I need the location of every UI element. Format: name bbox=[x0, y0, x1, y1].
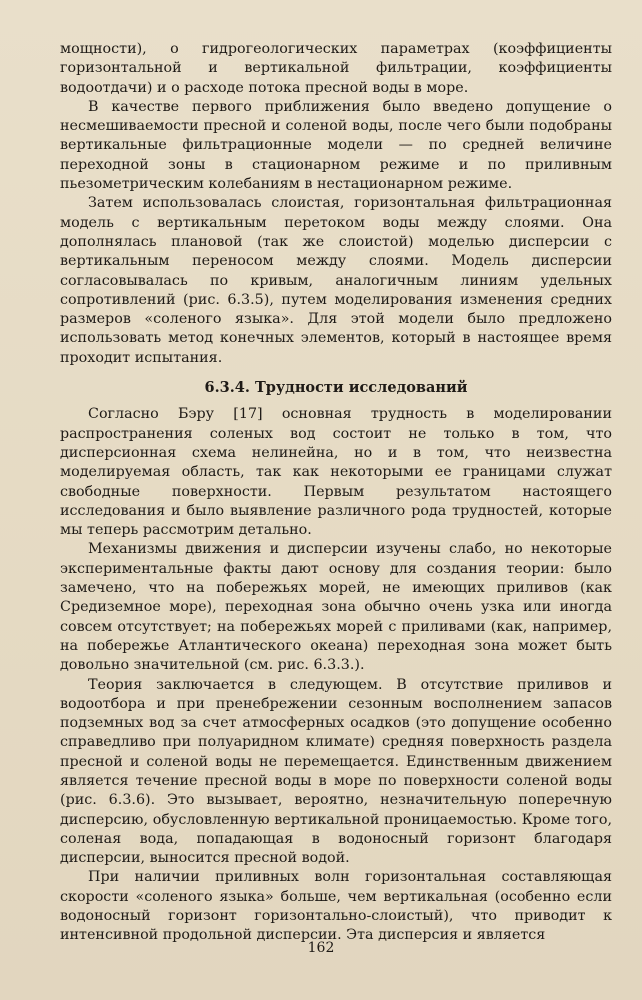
paragraph: Механизмы движения и дисперсии изучены слабо, но некоторые экспериментальные факты дают основу для создания теории: было замечено, что на побережьях морей, не имеющих приливов (как Средиземное море), переходная зона обычно очень узка или иногда совсем отсутствует; на побережьях морей с приливами (как, например, на побережье Атлантического океана) переходная зона может быть довольно значительной (см. рис. 6.3.3.). bbox=[60, 541, 612, 674]
section-heading: 6.3.4. Трудности исследований bbox=[204, 379, 468, 397]
paragraph: В качестве первого приближения было введено допущение о несмешиваемости пресной и соленой воды, после чего были подобраны вертикальные фильтрационные модели — по средней величине переходной зоны в стационарном режиме и по приливным пьезометрическим колебаниям в нестационарном режиме. bbox=[60, 98, 612, 193]
paragraph: При наличии приливных волн горизонтальная составляющая скорости «соленого языка» больше, чем вертикальная (особенно если водоносный горизонт горизонтально-слоистый), что приводит к интенсивной продольной дисперсии. Эта дисперсия и является bbox=[60, 869, 612, 944]
paragraph-continued: мощности), о гидрогеологических параметрах (коэффициенты горизонтальной и вертикальной фильтрации, коэффициенты водоотдачи) и о расходе потока пресной воды в море. bbox=[60, 41, 612, 96]
paragraph: Согласно Бэру [17] основная трудность в моделировании распространения соленых вод состоит не только в том, что дисперсионная схема нелинейна, но и в том, что неизвестна моделируемая область, так как некоторыми ее границами служат свободные поверхности. Первым результатом настоящего исследования и было выявление различного рода трудностей, которые мы теперь рассмотрим детально. bbox=[60, 406, 612, 539]
page-number: 162 bbox=[307, 940, 335, 956]
paragraph: Затем использовалась слоистая, горизонтальная фильтрационная модель с вертикальным перетоком воды между слоями. Она дополнялась плановой (так же слоистой) моделью дисперсии с вертикальным переносом между слоями. Модель дисперсии согласовывалась по кривым, аналогичным линиям удельных сопротивлений (рис. 6.3.5), путем моделирования изменения средних размеров «соленого языка». Для этой модели было предложено использовать метод конечных элементов, который в настоящее время проходит испытания. bbox=[60, 195, 612, 366]
paragraph: Теория заключается в следующем. В отсутствие приливов и водоотбора и при пренебрежении сезонным восполнением запасов подземных вод за счет атмосферных осадков (это допущение особенно справедливо при полуаридном климате) средняя поверхность раздела пресной и соленой воды не перемещается. Единственным движением является течение пресной воды в море по поверхности соленой воды (рис. 6.3.6). Это вызывает, вероятно, незначительную поперечную дисперсию, обусловленную вертикальной проницаемостью. Кроме того, соленая вода, попадающая в водоносный горизонт благодаря дисперсии, выносится пресной водой. bbox=[60, 676, 612, 867]
